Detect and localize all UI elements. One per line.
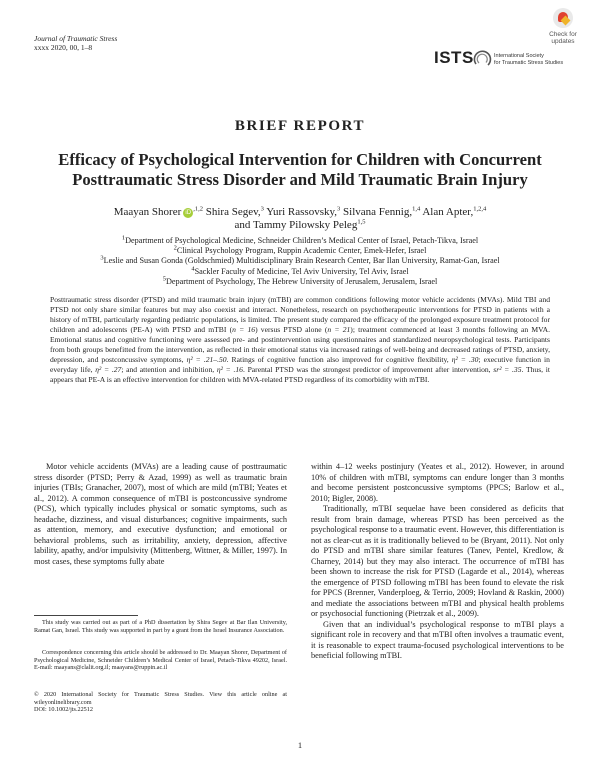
footnote-correspondence: Correspondence concerning this article should be addressed to Dr. Maayan Shorer, Department of Psychological Medicine, Schneider Children’s Medical Center of Israel, Petach-Tikva 49202, Israel. E-mail: maayans@clalit.org.il; maayans@ruppin.ac.il	[34, 649, 287, 672]
affiliation-list	[30, 236, 570, 287]
body-column-right	[311, 462, 564, 662]
body-paragraph: Given that an individual’s psychological response to mTBI plays a significant role in recovery and that mTBI often involves a traumatic event, it is reasonable to expect trauma-focused psychological interventions to be beneficial following mTBI.	[311, 619, 564, 660]
abstract-text: . Parental PTSD was the strongest predictor of improvement after intervention,	[242, 364, 494, 374]
footnote-copyright	[34, 691, 287, 714]
affiliation-number: 4	[191, 264, 195, 272]
crossmark-label-line2: updates	[551, 38, 575, 45]
author-affiliation-marker: 3	[337, 205, 341, 213]
title-line-2: Posttraumatic Stress Disorder and Mild Traumatic Brain Injury	[72, 170, 528, 189]
body-paragraph: Traditionally, mTBI sequelae have been considered as deficits that result from brain damage, whereas PTSD has been perceived as the psychological response to a traumatic event. However, this differentiation is not as clear-cut as it is traditionally believed to be (Bryant, 2011). Not only do PTSD and mTBI share similar features (Tanev, Pentel, Kredlow, & Charney, 2014) but they may also interact. The occurrence of mTBI has been shown to increase the risk for PTSD (Lagarde et al., 2014), whereas the emergence of PTSD following mTBI has been found to elevate the risk for PPCS (Brenner, Vanderploeg, & Terrio, 2009; Hovland & Raskin, 2000) and mediate the associations between mTBI and physical health problems or psychosocial functioning (Pietrzak et al., 2009).	[311, 504, 564, 618]
copyright-text: © 2020 International Society for Traumatic Stress Studies. View this article online at wileyonlinelibrary.com	[34, 691, 287, 706]
body-paragraph: within 4–12 weeks postinjury (Yeates et al., 2012). However, in around 10% of children with mTBI, symptoms can endure longer than 3 months and become persistent postconcussive symptoms (PPCS; Barlow et al., 2010; Bigler, 2008).	[311, 462, 564, 503]
journal-title: Journal of Traumatic Stress	[34, 34, 118, 43]
affiliation-text: Department of Psychological Medicine, Schneider Children’s Medical Center of Israel, Petach-Tikva, Israel	[125, 236, 479, 245]
affiliation-text: Leslie and Susan Gonda (Goldschmied) Multidisciplinary Brain Research Center, Bar Ilan University, Ramat-Gan, Israel	[103, 256, 500, 266]
author-affiliation-marker: 3	[260, 205, 264, 213]
logo-arc-icon	[472, 48, 494, 70]
abstract-stat: η² = .30	[451, 354, 479, 364]
check-for-updates-badge[interactable]	[540, 6, 586, 54]
footnote-funding: This study was carried out as part of a PhD dissertation by Shira Segev at Bar Ilan University, Ramat Gan, Israel. This study was supported in part by a grant from the Israel Insurance Association.	[34, 619, 287, 634]
abstract-stat: n = 21	[327, 324, 351, 334]
affiliation-item	[30, 264, 570, 277]
abstract	[50, 295, 550, 385]
abstract-stat: sr² = .35	[493, 364, 522, 374]
author-affiliation-marker: ,1,2	[193, 205, 203, 213]
doi-link[interactable]: DOI: 10.1002/jts.22512	[34, 706, 93, 714]
abstract-text: . Ratings of cognitive function also improved for cognitive flexibility,	[226, 354, 452, 364]
affiliation-item	[30, 236, 570, 246]
author-affiliation-marker: 1,2,4	[473, 205, 487, 213]
author-name: Shira Segev,	[203, 206, 261, 218]
abstract-text: . Thus, it appears that PE-A is an effective intervention for children with MVA-related PTSD regardless of its comorbidity with mTBI.	[50, 364, 550, 384]
abstract-stat: η² = .16	[216, 364, 243, 374]
abstract-stat: n = 16	[232, 324, 256, 334]
author-name: Yuri Rassovsky,	[263, 206, 338, 218]
affiliation-number: 1	[121, 234, 126, 242]
author-name: Alan Apter,	[420, 206, 474, 218]
affiliation-text: Sackler Faculty of Medicine, Tel Aviv University, Tel Aviv, Israel	[194, 266, 409, 276]
logo-subtitle-line2: for Traumatic Stress Studies	[494, 60, 564, 66]
affiliation-number: 5	[162, 275, 166, 283]
affiliation-number: 3	[100, 254, 104, 262]
abstract-text: ) versus PTSD alone (	[255, 324, 328, 334]
title-line-1: Efficacy of Psychological Intervention for Children with Concurrent	[58, 150, 542, 169]
author-name: and Tammy Pilowsky Peleg	[234, 219, 358, 231]
crossmark-label-line1: Check for	[549, 31, 577, 38]
author-affiliation-marker: 1,5	[357, 218, 366, 226]
page-number: 1	[297, 740, 303, 750]
affiliation-number: 2	[173, 244, 177, 252]
author-name: Silvana Fennig,	[340, 206, 413, 218]
footnote-divider	[34, 615, 138, 616]
author-affiliation-marker: 1,4	[412, 205, 421, 213]
abstract-text: ; and attention and inhibition,	[121, 364, 217, 374]
crossmark-label	[540, 31, 586, 45]
abstract-stat: η² = .27	[95, 364, 122, 374]
orcid-icon[interactable]: iD	[183, 208, 193, 218]
ists-logo	[420, 46, 564, 74]
article-type: BRIEF REPORT	[234, 118, 366, 134]
article-title	[30, 150, 570, 190]
abstract-stat: η² = .21–.50	[186, 354, 227, 364]
affiliation-text: Clinical Psychology Program, Ruppin Academic Center, Emek-Hefer, Israel	[176, 246, 427, 256]
abstract-text: ); treatment commenced at least 3 months following an MVA. Emotional status and cognitive functioning were assessed pre- and postintervention using questionnaires and standardized neuropsychological tests. Participants from both groups benefitted from the intervention, as reflected in their emotional status via increased ratings of well-being and decreased ratings of PTSD, anxiety, depression, and postconcussive symptoms,	[50, 324, 551, 364]
journal-issue: xxxx 2020, 00, 1–8	[34, 43, 93, 52]
author-name: Maayan Shorer	[113, 206, 182, 218]
affiliation-text: Department of Psychology, The Hebrew University of Jerusalem, Jerusalem, Israel	[166, 276, 438, 286]
author-list	[40, 206, 560, 232]
logo-text: ISTS	[434, 48, 474, 67]
abstract-text: ; executive function in everyday life,	[50, 354, 550, 374]
affiliation-item	[30, 256, 570, 266]
affiliation-item	[30, 277, 570, 287]
body-column-left	[34, 462, 287, 567]
abstract-text: Posttraumatic stress disorder (PTSD) and mild traumatic brain injury (mTBI) are common conditions following motor vehicle accidents (MVAs). Mild TBI and PTSD not only share similar features but may also coexist and interact. Nonetheless, research on psychotherapeutic interventions for PTSD in patients with a history of mTBI, particularly regarding pediatric populations, is limited. The present study compared the efficacy of the prolonged exposure treatment protocol for children and adolescents (PE-A) with PTSD and mTBI (	[50, 295, 550, 334]
body-paragraph: Motor vehicle accidents (MVAs) are a leading cause of posttraumatic stress disorder (PTSD; Perry & Azad, 1999) as well as traumatic brain injuries (TBIs; Granacher, 2007), most of which are mild (mTBI; Yeates et al., 2012). A common consequence of mTBI is postconcussive syndrome (PCS), which typically includes physical or somatic symptoms, such as headache, dizziness, and visual disturbances; cognitive impairments, such as attention, memory, and executive dysfunction; and emotional or behavioral problems, such as irritability, anxiety, depression, affective lability, apathy, and/or impulsivity (Mittenberg, Wittner, & Miller, 1997). In most cases, these symptoms fully abate	[34, 462, 287, 566]
affiliation-item	[30, 246, 570, 256]
logo-subtitle-line1: International Society	[494, 53, 544, 59]
